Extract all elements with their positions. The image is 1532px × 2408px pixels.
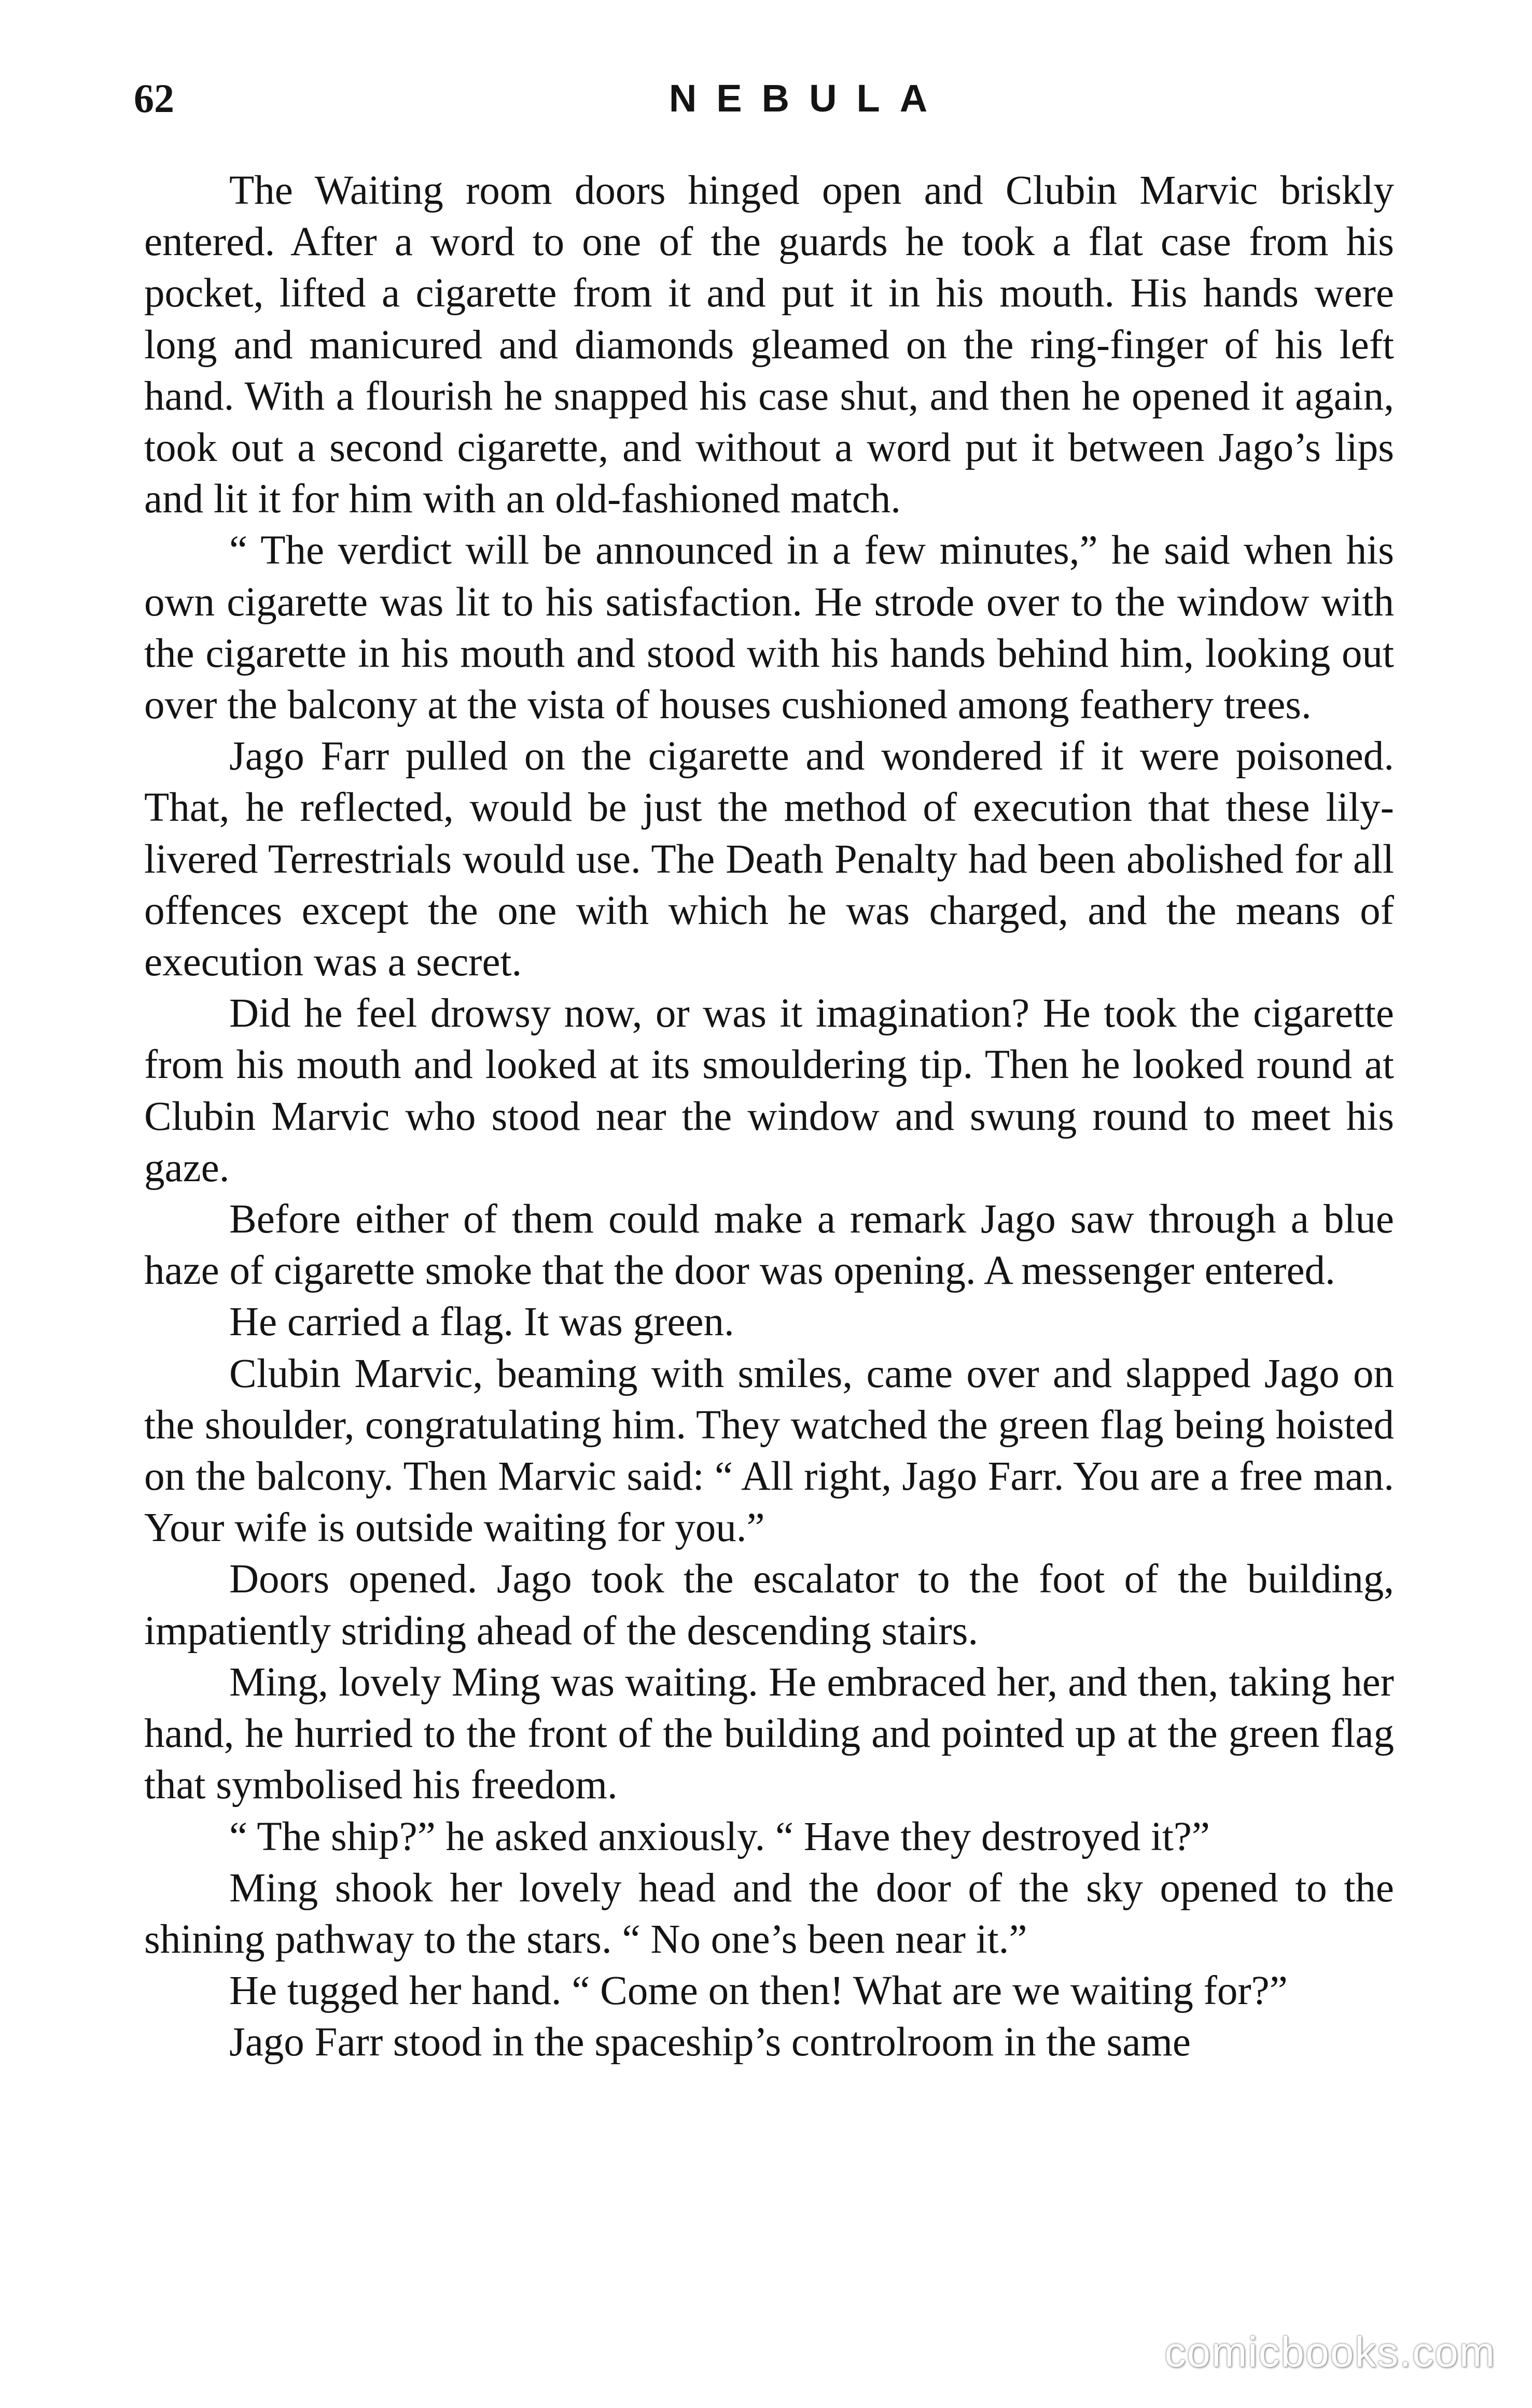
paragraph: Clubin Marvic, beaming with smiles, came over and slapped Jago on the shoulder, congratulating him. They watched the green flag being hoisted on the balcony. Then Marvic said: “ All right, Jago Farr. You are a free man. Your wife is outside waiting for you.” — [144, 1351, 1394, 1551]
body-text — [144, 165, 1394, 2068]
watermark: comicbooks.com — [1164, 2329, 1496, 2376]
page-number: 62 — [134, 76, 174, 121]
paragraph: Did he feel drowsy now, or was it imagination? He took the cigarette from his mouth and looked at its smouldering tip. Then he looked round at Clubin Marvic who stood near the window and swung round to meet his gaze. — [144, 991, 1394, 1191]
paragraph: The Waiting room doors hinged open and Clubin Marvic briskly entered. After a word to one of the guards he took a flat case from his pocket, lifted a cigarette from it and put it in his mouth. His hands were long and manicured and diamonds gleamed on the ring-finger of his left hand. With a flourish he snapped his case shut, and then he opened it again, took out a second cigarette, and without a word put it between Jago’s lips and lit it for him with an old-fashioned match. — [144, 168, 1394, 522]
paragraph: Ming, lovely Ming was waiting. He embraced her, and then, taking her hand, he hurried to the front of the building and pointed up at the green flag that symbolised his freedom. — [144, 1659, 1394, 1808]
paragraph: Doors opened. Jago took the escalator to the foot of the building, impatiently striding ahead of the descending stairs. — [144, 1557, 1394, 1654]
paragraph: Ming shook her lovely head and the door of the sky opened to the shining pathway to the stars. “ No one’s been near it.” — [144, 1865, 1394, 1962]
paragraph: “ The ship?” he asked anxiously. “ Have they destroyed it?” — [229, 1814, 1210, 1859]
running-title: NEBULA — [668, 77, 948, 120]
paragraph: Before either of them could make a remark Jago saw through a blue haze of cigarette smoke that the door was opening. A messenger entered. — [144, 1197, 1394, 1294]
paragraph: Jago Farr pulled on the cigarette and wondered if it were poisoned. That, he reflected, would be just the method of execution that these lily-livered Terrestrials would use. The Death Penalty had been abolished for all offences except the one with which he was charged, and the means of execution was a secret. — [144, 734, 1394, 985]
paragraph: He carried a flag. It was green. — [229, 1299, 734, 1345]
page-header — [134, 67, 1399, 130]
paragraph: “ The verdict will be announced in a few minutes,” he said when his own cigarette was lit to his satisfaction. He strode over to the window with the cigarette in his mouth and stood with his hands behind him, looking out over the balcony at the vista of houses cushioned among feathery trees. — [144, 528, 1394, 728]
paragraph: Jago Farr stood in the spaceship’s controlroom in the same — [229, 2020, 1191, 2065]
paragraph: He tugged her hand. “ Come on then! What are we waiting for?” — [229, 1968, 1288, 2014]
